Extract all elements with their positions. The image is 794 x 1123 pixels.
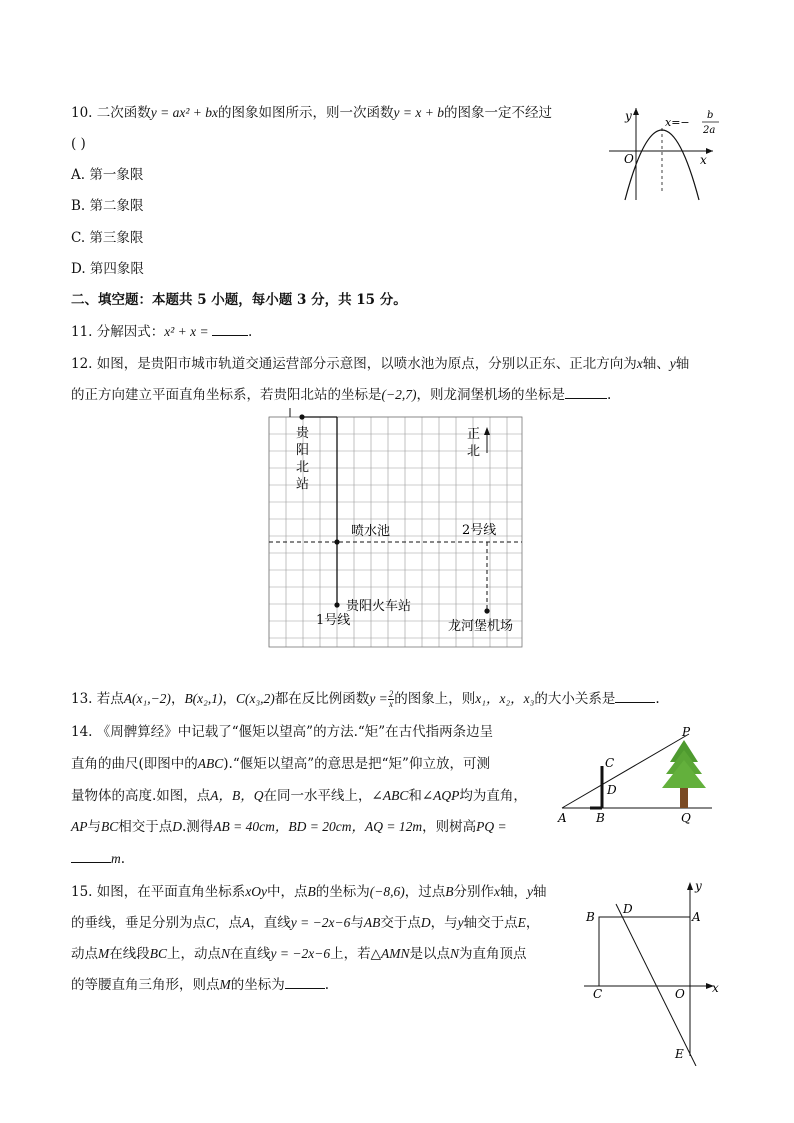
q14-line5 <box>71 850 125 868</box>
map-line1: 1号线 <box>316 613 351 628</box>
q14-line2 <box>71 755 490 773</box>
map-north-2: 北 <box>467 444 481 459</box>
q15-n: N <box>221 946 231 961</box>
q14-line4 <box>71 818 507 836</box>
q10-option-b: B. 第二象限 <box>71 198 144 214</box>
q15-text-2i: 交于点 <box>380 915 421 931</box>
map-airport: 龙河堡机场 <box>448 619 514 634</box>
q15-text-4c: 的坐标为 <box>230 977 285 993</box>
q15-coordinate-figure <box>578 876 728 1066</box>
q14-d: D <box>172 819 183 834</box>
map-north-station-4: 站 <box>296 477 310 492</box>
q14-fig-p: P <box>682 725 691 739</box>
q15-text-3g: 在直线 <box>230 946 271 962</box>
q11 <box>71 323 252 341</box>
q13-point-b: B(x₂,1) <box>184 691 223 706</box>
q14-fig-d: D <box>607 783 617 797</box>
q12-blank <box>565 386 607 399</box>
section2-title: 二、填空题：本题共 5 小题，每小题 3 分，共 15 分。 <box>71 292 407 308</box>
q13-num: 2 <box>388 689 394 699</box>
q15-a: A <box>242 915 251 930</box>
q10-fig-num: b <box>707 110 714 121</box>
q11-expr: x² + x = <box>164 324 213 339</box>
q15-fig-d: D <box>623 902 633 916</box>
q10-text-c: 的图象一定不经过 <box>443 105 552 121</box>
q10-paren: ( ) <box>71 136 86 152</box>
q15-text-3a: 动点 <box>71 946 98 962</box>
q15-text-2o: ， <box>525 915 540 931</box>
q10-fig-o: O <box>624 152 634 166</box>
q15-line-eq2: y = −2x−6 <box>270 946 331 961</box>
q15-text-2c: ，点 <box>215 915 243 931</box>
q13-y: y = <box>369 691 388 706</box>
q13-text-b: 都在反比例函数 <box>274 691 370 707</box>
q15-end: . <box>324 977 330 993</box>
q14-text-4f: .测得 <box>182 819 214 835</box>
q13-point-c: C(x₃,2) <box>236 691 275 706</box>
q15-text-4a: 的等腰直角三角形，则点 <box>71 977 220 993</box>
q14-text-3a: 量物体的高度.如图，点 <box>71 788 211 804</box>
map-line2: 2号线 <box>462 523 497 538</box>
q15-text-1d: 的坐标为 <box>315 884 370 900</box>
q12-metro-map <box>260 408 532 653</box>
q15-m2: M <box>219 977 231 992</box>
q12-mid: 轴、 <box>642 356 670 372</box>
q15-text-1f: ，过点 <box>404 884 446 900</box>
q11-end: . <box>248 324 253 340</box>
map-north-station-2: 阳 <box>296 443 310 458</box>
q15-text-2m: 轴交于点 <box>463 915 518 931</box>
q12-text-1: 12. 如图，是贵阳市城市轨道交通运营部分示意图，以喷水池为原点，分别以正东、正北方向为 <box>71 356 637 372</box>
map-north-1: 正 <box>467 427 481 442</box>
q15-line3 <box>71 945 527 963</box>
q15-b2: B <box>445 884 454 899</box>
q14-fig-a: A <box>558 811 567 825</box>
map-north-station-1: 贵 <box>296 426 310 441</box>
q15-text-3c: 在线段 <box>109 946 150 962</box>
q14-ap: AP <box>71 819 88 834</box>
q10-fig-den: 2a <box>703 125 716 136</box>
q15-fig-c: C <box>593 987 603 1001</box>
q15-text-3e: 上，动点 <box>167 946 222 962</box>
q15-text-3m: 为直角顶点 <box>459 946 527 962</box>
q13: 13. 若点A(x₁,−2)，B(x₂,1)，C(x₃,2)都在反比例函数y = $\frac{2}{x}$ 的图象上，则x₁，x₂，x₃的大小关系是 . <box>71 689 660 709</box>
q14-pq: PQ = <box>476 819 507 834</box>
q15-y2: y <box>457 915 464 930</box>
q15-y: y <box>526 884 533 899</box>
q15-text-2g: 与 <box>350 915 364 931</box>
q15-coord: (−8,6) <box>369 884 405 899</box>
q15-line-eq: y = −2x−6 <box>290 915 351 930</box>
q15-text-1l: 轴 <box>532 884 547 900</box>
q15-fig-a: A <box>692 910 701 924</box>
q14-text-2a: 直角的曲尺(即图中的 <box>71 756 198 772</box>
q15-c: C <box>206 915 216 930</box>
q15-m: M <box>98 946 110 961</box>
q12-line2 <box>71 386 611 404</box>
q15-n2: N <box>450 946 460 961</box>
q13-text-a: 13. 若点 <box>71 691 124 707</box>
q10-fig-y: y <box>625 109 632 123</box>
q13-den: x <box>389 699 394 709</box>
q13-text-c: 的图象上，则 <box>394 691 476 707</box>
q11-blank <box>212 323 248 336</box>
q14-bc: BC <box>101 819 119 834</box>
q12-text-2a: 的正方向建立平面直角坐标系，若贵阳北站的坐标是 <box>71 387 382 403</box>
q15-text-3k: 是以点 <box>409 946 450 962</box>
q15-ab: AB <box>363 915 381 930</box>
q12-line1 <box>71 355 689 373</box>
q14-angle-aqp: ∠AQP <box>421 788 460 803</box>
q13-blank <box>615 690 655 703</box>
q10-expr2: y = x + b <box>393 105 444 120</box>
q15-text-1j: 轴， <box>499 884 527 900</box>
q15-b1: B <box>307 884 316 899</box>
q15-text-3i: 上，若 <box>330 946 371 962</box>
q15-amn: △AMN <box>370 946 410 961</box>
q15-e: E <box>517 915 526 930</box>
q14-line3 <box>71 787 527 805</box>
q15-line4 <box>71 976 329 994</box>
q12-y: y <box>669 356 676 371</box>
q13-vars: x₁，x₂，x₃ <box>475 691 535 706</box>
q15-text-1b: 中，点 <box>267 884 308 900</box>
map-train-station: 贵阳火车站 <box>346 599 412 614</box>
q14-blank <box>71 850 111 863</box>
q10-fig-x: x <box>700 153 707 167</box>
q13-point-a: A(x₁,−2) <box>123 691 171 706</box>
q10-option-c: C. 第三象限 <box>71 230 144 246</box>
q14-end: . <box>120 851 126 867</box>
q14-text-3d: 和 <box>408 788 422 804</box>
q10-expr1: y = ax² + bx <box>150 105 219 120</box>
q14-text-3b: 在同一水平线上， <box>263 788 372 804</box>
q15-text-2e: ，直线 <box>250 915 291 931</box>
q12-text-2b: ，则龙洞堡机场的坐标是 <box>416 387 565 403</box>
q14-measures: AB = 40cm，BD = 20cm，AQ = 12m <box>213 819 423 834</box>
q14-text-4h: ，则树高 <box>422 819 477 835</box>
q15-d: D <box>420 915 431 930</box>
q10-fig-axis-label: x=− <box>665 116 690 129</box>
q15-bc: BC <box>149 946 168 961</box>
q15-text-2k: ，与 <box>430 915 458 931</box>
q14-line1: 14. 《周髀算经》中记载了“偃矩以望高”的方法.“矩”在古代指两条边呈 <box>71 724 494 740</box>
q15-fig-o: O <box>675 987 685 1001</box>
q12-coord: (−2,7) <box>381 387 417 402</box>
q14-tree-figure <box>552 722 742 827</box>
q10-option-a: A. 第一象限 <box>71 167 144 183</box>
q15-line1 <box>71 883 546 901</box>
q15-text-1a: 15. 如图，在平面直角坐标系 <box>71 884 246 900</box>
q14-fig-q: Q <box>681 811 691 825</box>
q13-end: . <box>655 691 660 707</box>
q13-text-d: 的大小关系是 <box>534 691 616 707</box>
q10-option-d: D. 第四象限 <box>71 261 144 277</box>
q15-blank <box>285 976 325 989</box>
q14-text-4d: 相交于点 <box>118 819 173 835</box>
q10-parabola-figure <box>605 100 735 205</box>
q15-fig-b: B <box>586 910 595 924</box>
map-fountain: 喷水池 <box>351 524 391 539</box>
q14-text-3f: 均为直角， <box>459 788 527 804</box>
q14-text-4b: 与 <box>87 819 101 835</box>
q15-text-2a: 的垂线，垂足分别为点 <box>71 915 206 931</box>
q15-text-1h: 分别作 <box>453 884 494 900</box>
q15-x: x <box>493 884 500 899</box>
q15-xoy: xOy <box>245 884 267 899</box>
q15-line2 <box>71 914 539 932</box>
q14-abc: ABC <box>197 756 224 771</box>
q14-points: A，B，Q <box>210 788 264 803</box>
q10-stem <box>71 104 552 122</box>
q12-end: . <box>606 387 612 403</box>
q14-fig-c: C <box>605 756 615 770</box>
q15-fig-e: E <box>675 1047 684 1061</box>
q14-angle-abc: ∠ABC <box>371 788 409 803</box>
q14-unit: m <box>111 851 121 866</box>
q10-text-a: 10. 二次函数 <box>71 105 151 121</box>
map-north-station-3: 北 <box>296 460 310 475</box>
q14-text-2b: ).“偃矩以望高”的意思是把“矩”仰立放，可测 <box>223 756 490 772</box>
q15-fig-x: x <box>712 981 719 995</box>
q10-text-b: 的图象如图所示，则一次函数 <box>218 105 394 121</box>
q12-end1: 轴 <box>675 356 690 372</box>
q15-fig-y: y <box>695 879 702 893</box>
q12-x: x <box>636 356 643 371</box>
q11-text: 11. 分解因式： <box>71 324 165 340</box>
q14-fig-b: B <box>596 811 605 825</box>
